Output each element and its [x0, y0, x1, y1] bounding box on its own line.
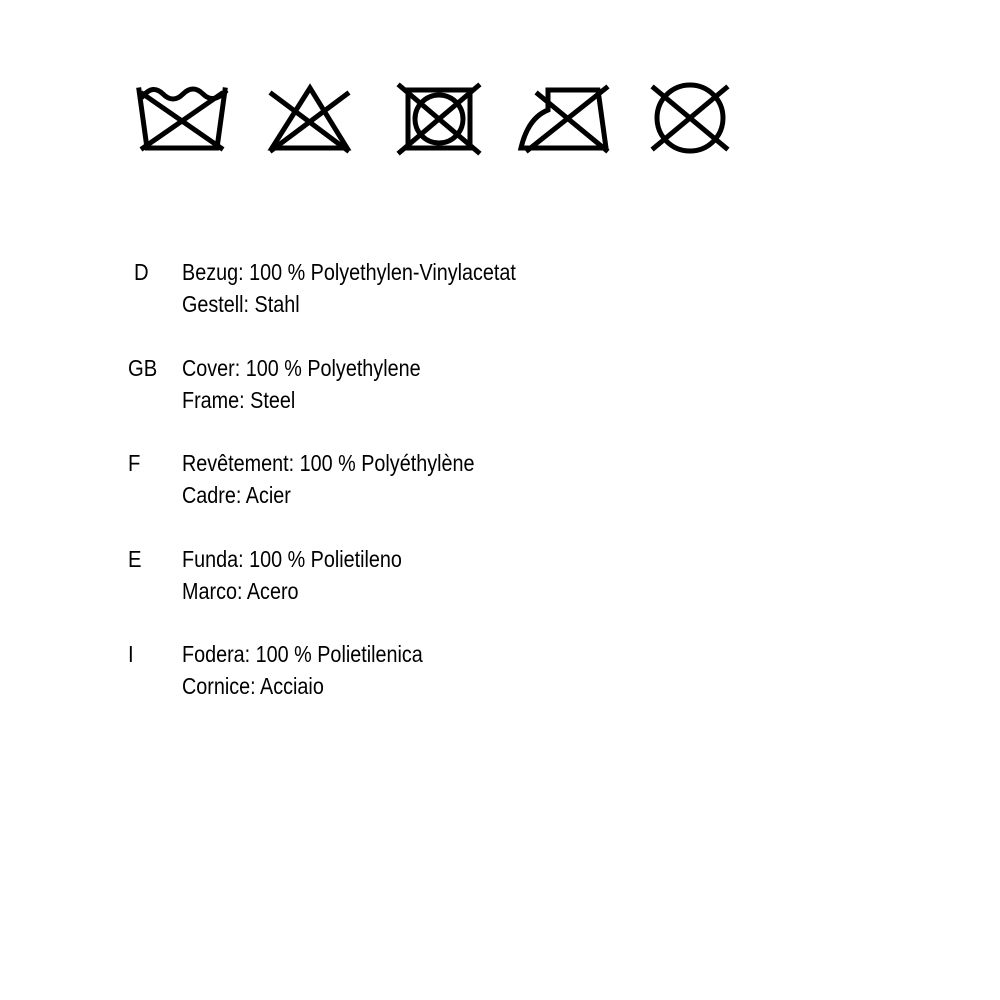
frame-material-text: Gestell: Stahl: [182, 291, 300, 317]
do-not-dry-clean-icon: [650, 80, 740, 160]
language-code: GB: [128, 354, 158, 381]
frame-material-text: Frame: Steel: [182, 386, 296, 413]
language-code: D: [134, 259, 149, 285]
cover-material-text: Bezug: 100 % Polyethylen-Vinylacetat: [182, 259, 516, 285]
material-lines: [182, 638, 423, 702]
frame-material-text: Cornice: Acciaio: [182, 673, 324, 699]
material-list: [128, 256, 828, 734]
do-not-tumble-dry-icon: [398, 80, 488, 160]
cover-material-text: Cover: 100 % Polyethylene: [182, 354, 421, 381]
language-code: F: [128, 450, 141, 476]
do-not-wash-icon: [133, 80, 233, 160]
material-lines: [182, 352, 421, 416]
care-symbols: [133, 80, 743, 160]
material-entry-gb: [128, 352, 828, 448]
language-code: I: [128, 641, 134, 667]
frame-material-text: Cadre: Acier: [182, 482, 291, 508]
cover-material-text: Funda: 100 % Polietileno: [182, 545, 402, 572]
material-entry-e: [128, 543, 828, 639]
cover-material-text: Fodera: 100 % Polietilenica: [182, 641, 423, 667]
cover-material-text: Revêtement: 100 % Polyéthylène: [182, 450, 475, 476]
do-not-iron-icon: [518, 80, 618, 160]
material-entry-i: [128, 638, 828, 734]
material-entry-f: [128, 447, 828, 543]
material-lines: [182, 447, 474, 511]
material-entry-d: [128, 256, 828, 352]
material-lines: [182, 543, 402, 607]
do-not-bleach-icon: [267, 80, 357, 160]
language-code: E: [128, 545, 142, 572]
frame-material-text: Marco: Acero: [182, 577, 299, 604]
material-lines: [182, 256, 516, 320]
